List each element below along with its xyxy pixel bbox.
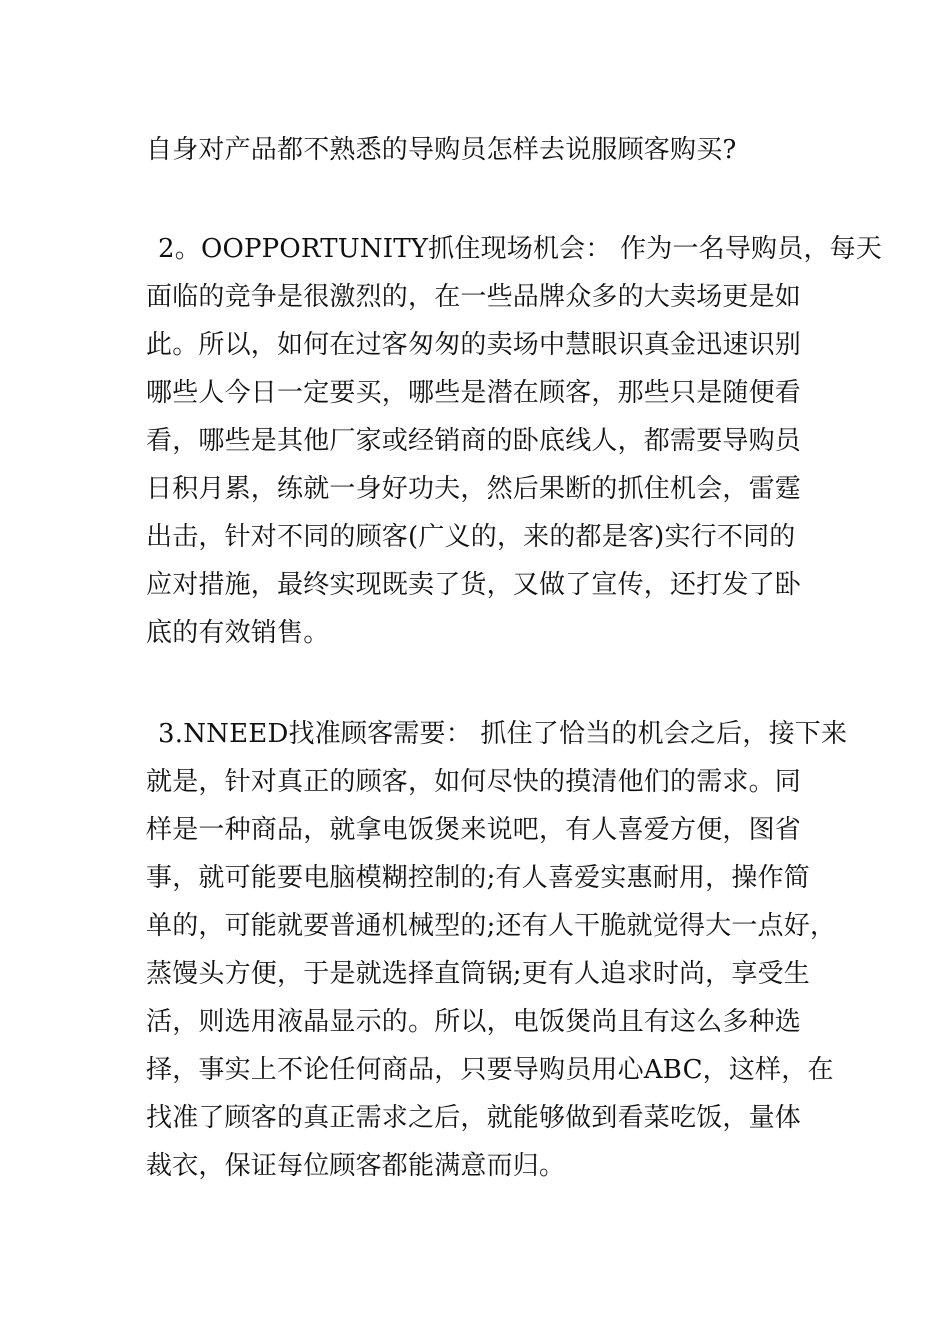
section-3-line: 就是，针对真正的顾客，如何尽快的摸清他们的需求。同: [146, 767, 802, 797]
section-2-line: 面临的竞争是很激烈的，在一些品牌众多的大卖场更是如: [146, 282, 802, 312]
section-3-line: 活，则选用液晶显示的。所以，电饭煲尚且有这么多种选: [146, 1007, 802, 1037]
section-3-line: 裁衣，保证每位顾客都能满意而归。: [146, 1151, 566, 1181]
section-2-line: 出击，针对不同的顾客(广义的，来的都是客)实行不同的: [146, 522, 796, 552]
section-3-line: 蒸馒头方便，于是就选择直筒锅;更有人追求时尚，享受生: [146, 959, 810, 989]
section-2-heading-line: 2。OOPPORTUNITY抓住现场机会： 作为一名导购员，每天: [158, 234, 883, 264]
section-2-line: 底的有效销售。: [146, 618, 330, 648]
section-2-line: 哪些人今日一定要买，哪些是潜在顾客，那些只是随便看: [146, 378, 802, 408]
section-3-line: 择，事实上不论任何商品，只要导购员用心ABC，这样，在: [146, 1055, 834, 1085]
section-2-line: 此。所以，如何在过客匆匆的卖场中慧眼识真金迅速识别: [146, 330, 802, 360]
section-3-line: 单的，可能就要普通机械型的;还有人干脆就觉得大一点好，: [146, 911, 837, 941]
section-2-line: 应对措施，最终实现既卖了货，又做了宣传，还打发了卧: [146, 570, 802, 600]
section-3-line: 找准了顾客的真正需求之后，就能够做到看菜吃饭，量体: [146, 1103, 802, 1133]
section-3-heading-line: 3.NNEED找准顾客需要： 抓住了恰当的机会之后，接下来: [158, 719, 848, 749]
section-2-line: 日积月累，练就一身好功夫，然后果断的抓住机会，雷霆: [146, 474, 802, 504]
section-2-line: 看，哪些是其他厂家或经销商的卧底线人，都需要导购员: [146, 426, 802, 456]
section-3-line: 样是一种商品，就拿电饭煲来说吧，有人喜爱方便，图省: [146, 815, 802, 845]
section-3-line: 事，就可能要电脑模糊控制的;有人喜爱实惠耐用，操作简: [146, 863, 810, 893]
intro-line: 自身对产品都不熟悉的导购员怎样去说服顾客购买?: [146, 135, 737, 165]
